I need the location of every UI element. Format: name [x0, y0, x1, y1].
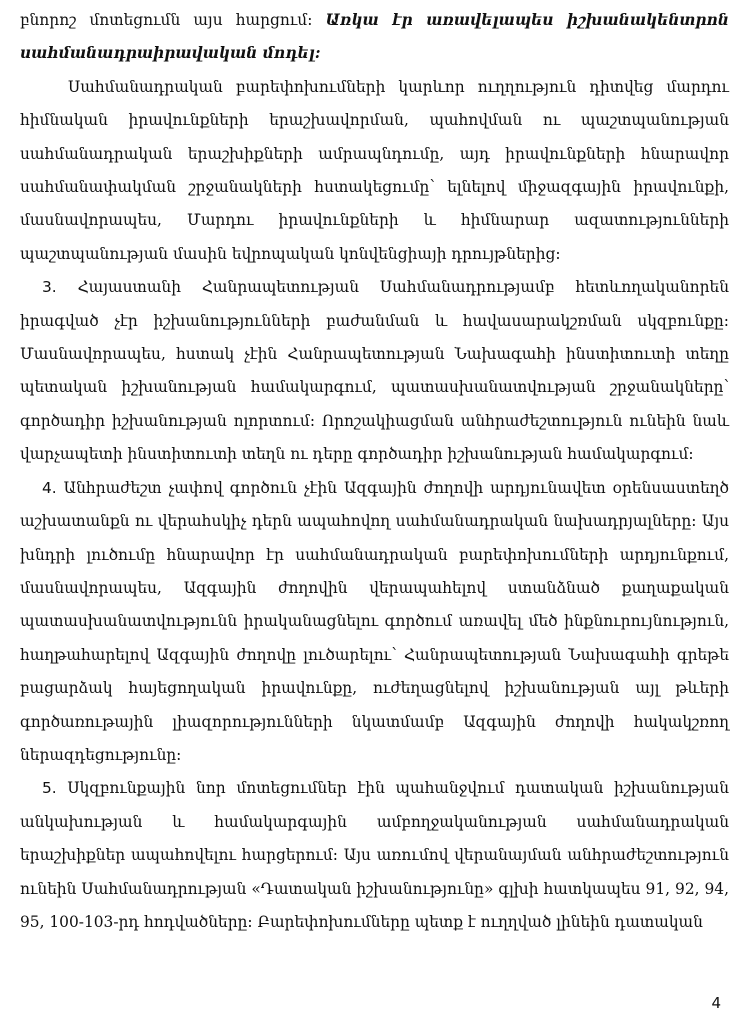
numbered-paragraph-4	[20, 472, 729, 773]
page-number: 4	[711, 994, 721, 1012]
intro-paragraph	[20, 4, 729, 71]
paragraph-number: 5.	[42, 779, 57, 798]
paragraph-constitutional-reform: Սահմանադրական բարեփոխումների կարևոր ուղղություն դիտվեց մարդու հիմնական իրավունքների երաշխավորման, պահովման ու պաշտպանության սահմանադրական երաշխիքների ամրապնդումը, այդ իրավունքների հնարավոր սահմանափակման շրջանակների հստակեցումը՝ ելնելով միջազգային իրավունքի, մասնավորապես, Մարդու իրավունքների և հիմնարար ազատությունների պաշտպանության մասին եվրոպական կոնվենցիայի դրույթներից:	[20, 77, 729, 263]
paragraph-text: Հայաստանի Հանրապետության Սահմանադրությամբ հետևողականորեն իրագված չէր իշխանությունների բաժանման և հավասարակշռման սկզբունքը: Մասնավորապես, հստակ չէին Հանրապետության Նախագահի ինստիտուտի տեղը պետական իշխանության համակարգում, պատասխանատվության շրջանակները՝ գործադիր իշխանության ոլորտում: Որոշակիացման անհրաժեշտություն ունեին նաև վարչապետի ինստիտուտի տեղն ու դերը գործադիր իշխանության համակարգում:	[20, 278, 729, 464]
paragraph-text: Սկզբունքային նոր մոտեցումներ էին պահանջվում դատական իշխանության անկախության և համակարգային ամբողջականության սահմանադրական երաշխիքներ ապահովելու հարցերում: Այս առումով վերանայման անհրաժեշտություն ունեին Սահմանադրության «Դատական իշխանությունը» գլխի հատկապես 91, 92, 94, 95, 100-103-րդ հոդվածները: Բարեփոխումները պետք է ուղղված լինեին դատական	[20, 779, 729, 931]
intro-lead-text: բնորոշ մոտեցումն այս հարցում:	[20, 11, 326, 29]
numbered-paragraph-3	[20, 271, 729, 471]
paragraph-number: 3.	[42, 278, 57, 297]
numbered-paragraph-5	[20, 772, 729, 939]
paragraph-number: 4.	[42, 478, 57, 497]
intro-emphasis-text: Առկա էր առավելապես իշխանակենտրոն սահմանադրաիրավական մոդել:	[20, 11, 729, 63]
paragraph-text: Անհրաժեշտ չափով գործուն չէին Ազգային ժողովի արդյունավետ օրենսաստեղծ աշխատանքն ու վերահսկիչ դերն ապահովող սահմանադրական նախադրյալները: Այս խնդրի լուծումը հնարավոր էր սահմանադրական բարեփոխումների արդյունքում, մասնավորապես, Ազգային ժողովին վերապահելով ստանձնած քաղաքական պատասխանատվությունն իրականացնելու գործում առավել մեծ ինքնուրույնություն, հաղթահարելով Ազգային ժողովը լուծարելու՝ Հանրապետության Նախագահի գրեթե բացարձակ հայեցողական իրավունքը, ուժեղացնելով իշխանության այլ թևերի գործառութային լիազորությունների նկատմամբ Ազգային ժողովի հակակշռող ներազդեցությունը:	[20, 478, 729, 764]
